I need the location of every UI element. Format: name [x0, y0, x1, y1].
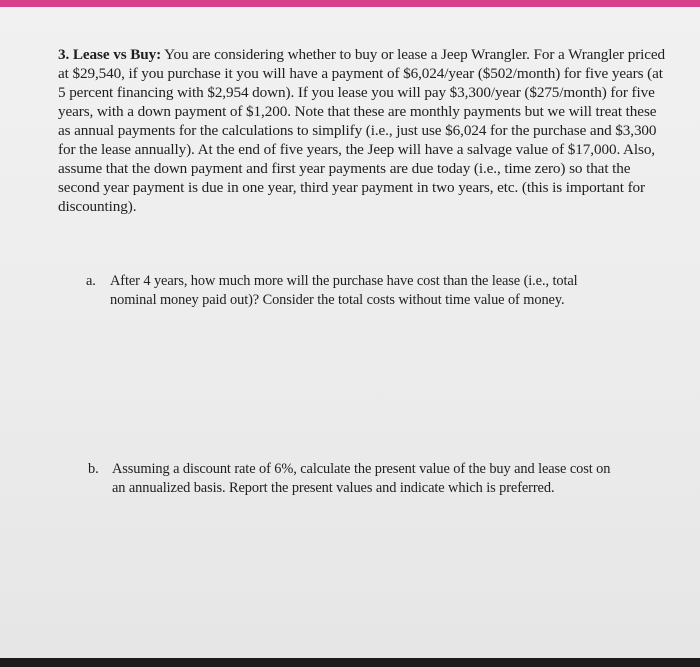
part-a-marker: a. — [86, 273, 96, 289]
bottom-dark-strip — [0, 658, 700, 667]
problem-title: 3. Lease vs Buy: — [58, 46, 162, 63]
part-a-line-2: nominal money paid out)? Consider the total costs without time value of money. — [110, 292, 565, 308]
problem-paragraph — [58, 45, 670, 216]
part-b-line-1: Assuming a discount rate of 6%, calculate the present value of the buy and lease cost on — [112, 461, 611, 477]
top-color-strip — [0, 0, 700, 7]
part-b-line-2: an annualized basis. Report the present values and indicate which is preferred. — [112, 480, 555, 496]
part-b-question — [112, 460, 610, 498]
problem-body: You are considering whether to buy or lease a Jeep Wrangler. For a Wrangler priced at $29,540, if you purchase it you will have a payment of $6,024/year ($502/month) for five years (at 5 percent financing with $2,954 down). If you lease you will pay $3,300/year ($275/month) for five years, with a down payment of $1,200. Note that these are monthly payments but we will treat these as annual payments for the calculations to simplify (i.e., just use $6,024 for the purchase and $3,300 for the lease annually). At the end of five years, the Jeep will have a salvage value of $17,000. Also, assume that the down payment and first year payments are due today (i.e., time zero) so that the second year payment is due in one year, third year payment in two years, etc. (this is important for discounting). — [58, 46, 666, 215]
part-b-marker: b. — [88, 461, 99, 477]
part-a-line-1: After 4 years, how much more will the purchase have cost than the lease (i.e., total — [110, 273, 578, 289]
part-a-question — [110, 272, 578, 310]
